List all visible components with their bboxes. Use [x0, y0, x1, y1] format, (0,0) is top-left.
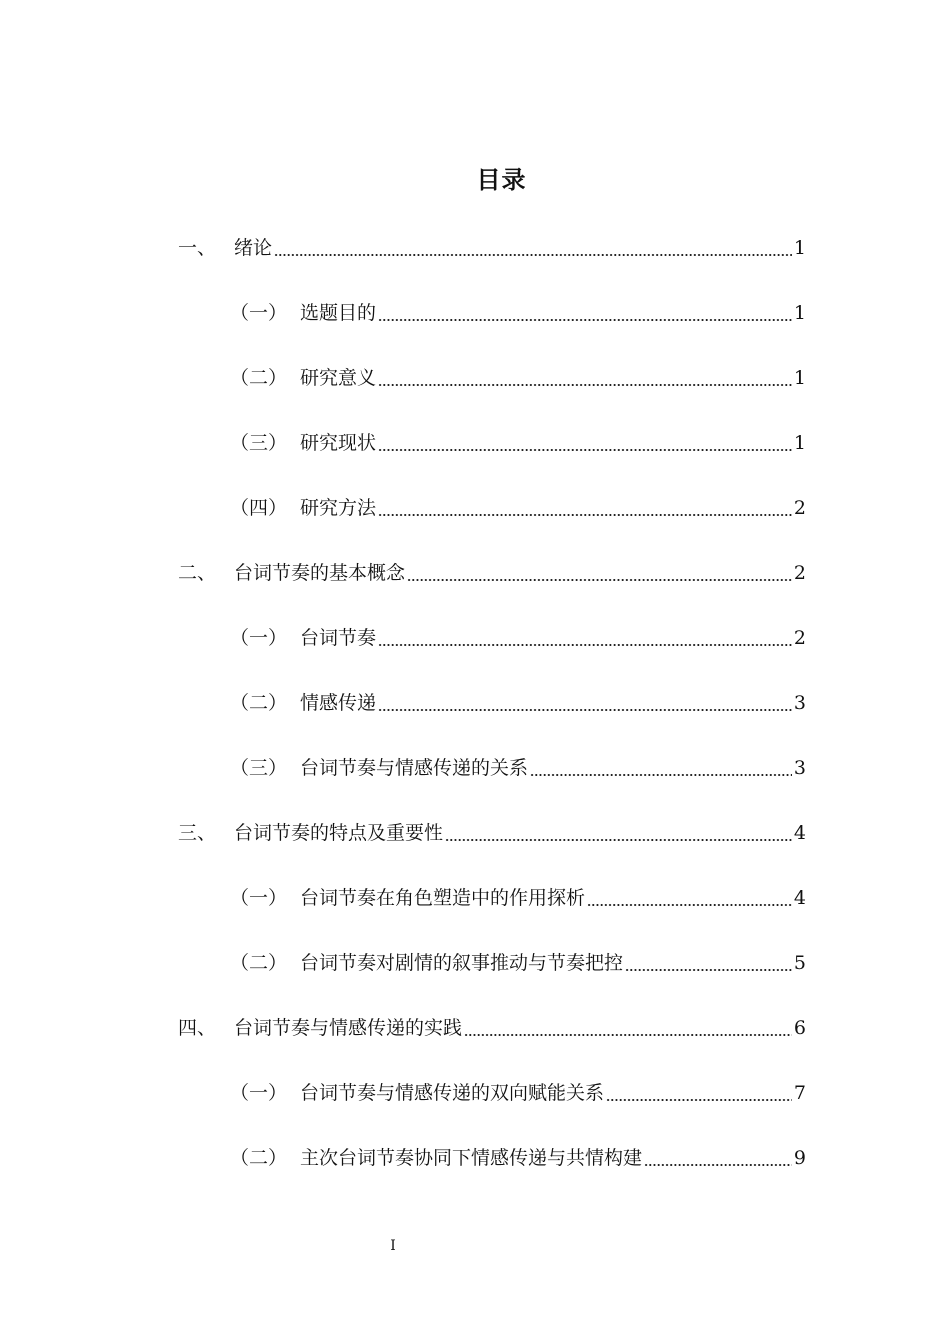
dot-leader	[445, 839, 792, 841]
toc-entry-page: 2	[793, 627, 806, 649]
toc-entry-number: （一）	[230, 627, 288, 649]
toc-entry-page: 1	[793, 367, 806, 389]
toc-entry-number: （一）	[230, 1082, 288, 1104]
dot-leader	[274, 254, 792, 256]
toc-entry-number: 二、	[178, 562, 217, 584]
dot-leader	[464, 1034, 792, 1036]
toc-entry-title: 选题目的	[300, 302, 377, 324]
toc-entry-title: 台词节奏与情感传递的关系	[300, 757, 529, 779]
toc-entry-page: 3	[793, 692, 806, 714]
toc-entry[interactable]	[230, 688, 806, 718]
toc-entry[interactable]	[178, 233, 806, 263]
toc-entry-title: 台词节奏的特点及重要性	[234, 822, 444, 844]
toc-entry-number: （三）	[230, 757, 288, 779]
toc-entry-title: 绪论	[234, 237, 273, 259]
toc-entry[interactable]	[230, 428, 806, 458]
dot-leader	[625, 969, 792, 971]
dot-leader	[378, 514, 792, 516]
toc-entry-page: 1	[793, 302, 806, 324]
toc-entry-number: 四、	[178, 1017, 217, 1039]
toc-entry[interactable]	[230, 298, 806, 328]
toc-entry-number: （二）	[230, 367, 288, 389]
toc-entry-page: 4	[793, 887, 806, 909]
dot-leader	[378, 384, 792, 386]
toc-entry-page: 1	[793, 432, 806, 454]
toc-entry[interactable]	[230, 363, 806, 393]
toc-entry-title: 台词节奏与情感传递的实践	[234, 1017, 463, 1039]
dot-leader	[606, 1099, 792, 1101]
toc-entry-title: 台词节奏在角色塑造中的作用探析	[300, 887, 586, 909]
toc-entry-page: 3	[793, 757, 806, 779]
dot-leader	[644, 1164, 792, 1166]
toc-entry-number: （二）	[230, 692, 288, 714]
toc-entry[interactable]	[230, 493, 806, 523]
toc-entry-number: 三、	[178, 822, 217, 844]
dot-leader	[378, 644, 792, 646]
toc-entry-title: 台词节奏的基本概念	[234, 562, 406, 584]
toc-entry-title: 台词节奏与情感传递的双向赋能关系	[300, 1082, 605, 1104]
toc-entry[interactable]	[230, 623, 806, 653]
toc-entry[interactable]	[178, 1013, 806, 1043]
toc-entry[interactable]	[178, 818, 806, 848]
toc-entry[interactable]	[230, 948, 806, 978]
toc-entry-title: 研究现状	[300, 432, 377, 454]
dot-leader	[378, 319, 792, 321]
toc-entry-title: 研究意义	[300, 367, 377, 389]
toc-entry[interactable]	[230, 753, 806, 783]
toc-entry-number: （二）	[230, 952, 288, 974]
toc-entry-page: 6	[793, 1017, 806, 1039]
toc-entry-page: 5	[793, 952, 806, 974]
toc-entry-title: 台词节奏	[300, 627, 377, 649]
toc-entry-page: 2	[793, 497, 806, 519]
toc-entry-number: （一）	[230, 887, 288, 909]
toc-entry-title: 主次台词节奏协同下情感传递与共情构建	[300, 1147, 643, 1169]
dot-leader	[378, 449, 792, 451]
dot-leader	[407, 579, 792, 581]
toc-entry[interactable]	[230, 1078, 806, 1108]
toc-entry-number: 一、	[178, 237, 217, 259]
toc-entry-title: 情感传递	[300, 692, 377, 714]
page-title: 目录	[476, 166, 527, 194]
toc-entry-page: 4	[793, 822, 806, 844]
page-number: I	[390, 1238, 396, 1254]
dot-leader	[378, 709, 792, 711]
toc-entry[interactable]	[178, 558, 806, 588]
toc-entry-page: 7	[793, 1082, 806, 1104]
toc-entry[interactable]	[230, 1143, 806, 1173]
dot-leader	[530, 774, 792, 776]
toc-entry-title: 研究方法	[300, 497, 377, 519]
toc-entry-number: （一）	[230, 302, 288, 324]
toc-entry[interactable]	[230, 883, 806, 913]
dot-leader	[587, 904, 792, 906]
toc-entry-page: 2	[793, 562, 806, 584]
toc-entry-number: （四）	[230, 497, 288, 519]
toc-entry-page: 9	[793, 1147, 806, 1169]
toc-entry-number: （三）	[230, 432, 288, 454]
toc-entry-page: 1	[793, 237, 806, 259]
toc-entry-title: 台词节奏对剧情的叙事推动与节奏把控	[300, 952, 624, 974]
toc-entry-number: （二）	[230, 1147, 288, 1169]
